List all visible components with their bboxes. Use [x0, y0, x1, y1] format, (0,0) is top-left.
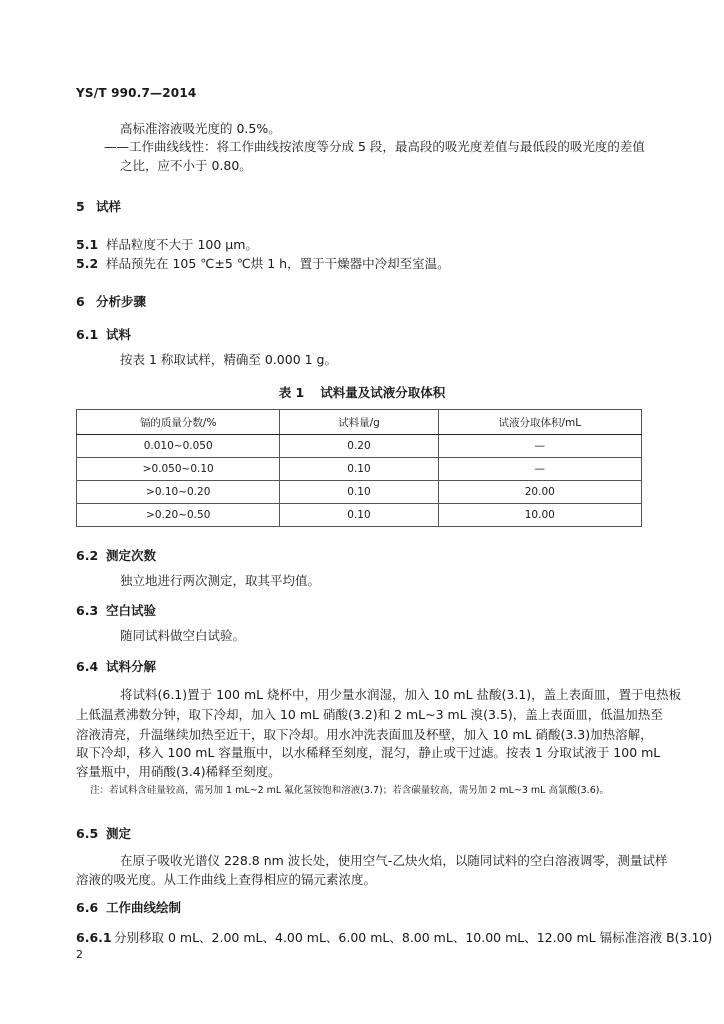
- table-cell: 0.10: [280, 458, 438, 481]
- clause-6-4-line: 上低温煮沸数分钟，取下冷却，加入 10 mL 硝酸(3.2)和 2 mL~3 mL 溴(3.5)，盖上表面皿，低温加热至: [76, 707, 663, 722]
- clause-6-6-1: 6.6.1 分别移取 0 mL、2.00 mL、4.00 mL、6.00 mL、8.00 mL、10.00 mL、12.00 mL 镉标准溶液 B(3.10): [76, 930, 713, 945]
- clause-6-4-heading: 6.4 试料分解: [76, 659, 157, 674]
- table-cell: 20.00: [438, 481, 641, 504]
- clause-6-5-line: 在原子吸收光谱仪 228.8 nm 波长处，使用空气-乙炔火焰，以随同试料的空白溶液调零，测量试样: [120, 853, 668, 868]
- table-cell: >0.20~0.50: [77, 504, 280, 527]
- table-row: [77, 504, 642, 527]
- clause-6-4-note: 注：若试料含硅量较高，需另加 1 mL~2 mL 氟化氢铵饱和溶液(3.7)；若含碳量较高，需另加 2 mL~3 mL 高氯酸(3.6)。: [90, 785, 609, 796]
- table-header-row: [77, 410, 642, 435]
- clause-6-1-heading: 6.1 试料: [76, 327, 132, 342]
- table-row: [77, 435, 642, 458]
- clause-6-3-heading: 6.3 空白试验: [76, 603, 157, 618]
- section-number: 5: [76, 199, 85, 214]
- table-cell: 0.010~0.050: [77, 435, 280, 458]
- section-title: 试样: [96, 199, 122, 214]
- clause-6-6-heading: 6.6 工作曲线绘制: [76, 900, 182, 915]
- column-header: 镉的质量分数/%: [77, 410, 280, 435]
- table-cell: —: [438, 435, 641, 458]
- clause-6-4-line: 将试料(6.1)置于 100 mL 烧杯中，用少量水润湿，加入 10 mL 盐酸(3.1)，盖上表面皿，置于电热板: [120, 687, 682, 702]
- clause-6-1-text: 按表 1 称取试样，精确至 0.000 1 g。: [120, 352, 337, 367]
- table-cell: 0.20: [280, 435, 438, 458]
- table-cell: 0.10: [280, 481, 438, 504]
- clause-6-3-text: 随同试料做空白试验。: [120, 628, 246, 643]
- clause-6-5-line: 溶液的吸光度。从工作曲线上查得相应的镉元素浓度。: [76, 872, 377, 887]
- clause-6-4-line: 溶液清亮，升温继续加热至近干，取下冷却。用水冲洗表面皿及杯壁，加入 10 mL 硝酸(3.3)加热溶解，: [76, 727, 653, 742]
- table-cell: >0.10~0.20: [77, 481, 280, 504]
- section-5-heading: [76, 197, 121, 215]
- section-6-heading: 6 分析步骤: [76, 294, 147, 309]
- table-row: [77, 458, 642, 481]
- table-row: [77, 481, 642, 504]
- clause-6-4-line: 取下冷却，移入 100 mL 容量瓶中，以水稀释至刻度，混匀，静止或干过滤。按表 1 分取试液于 100 mL: [76, 745, 661, 760]
- table-cell: 0.10: [280, 504, 438, 527]
- column-header: 试料量/g: [280, 410, 438, 435]
- prev-line-2: ——工作曲线线性：将工作曲线按浓度等分成 5 段，最高段的吸光度差值与最低段的吸光度的差值: [104, 139, 645, 154]
- clause-5-2: 5.2 样品预先在 105 ℃±5 ℃烘 1 h，置于干燥器中冷却至室温。: [76, 256, 450, 271]
- prev-line-1: 高标准溶液吸光度的 0.5%。: [120, 121, 281, 136]
- table-cell: 10.00: [438, 504, 641, 527]
- clause-6-5-heading: 6.5 测定: [76, 826, 132, 841]
- clause-6-4-line: 容量瓶中，用硝酸(3.4)稀释至刻度。: [76, 764, 281, 779]
- page-number: 2: [76, 948, 83, 961]
- table-cell: —: [438, 458, 641, 481]
- column-header: 试液分取体积/mL: [438, 410, 641, 435]
- table-1: [76, 409, 642, 527]
- clause-6-2-text: 独立地进行两次测定，取其平均值。: [120, 573, 321, 588]
- prev-line-3: 之比，应不小于 0.80。: [120, 158, 252, 173]
- table-1-caption: 表 1 试料量及试液分取体积: [278, 385, 446, 400]
- standard-code: YS/T 990.7—2014: [76, 86, 197, 100]
- clause-5-1: 5.1 样品粒度不大于 100 μm。: [76, 237, 258, 252]
- clause-6-2-heading: 6.2 测定次数: [76, 548, 157, 563]
- table-cell: >0.050~0.10: [77, 458, 280, 481]
